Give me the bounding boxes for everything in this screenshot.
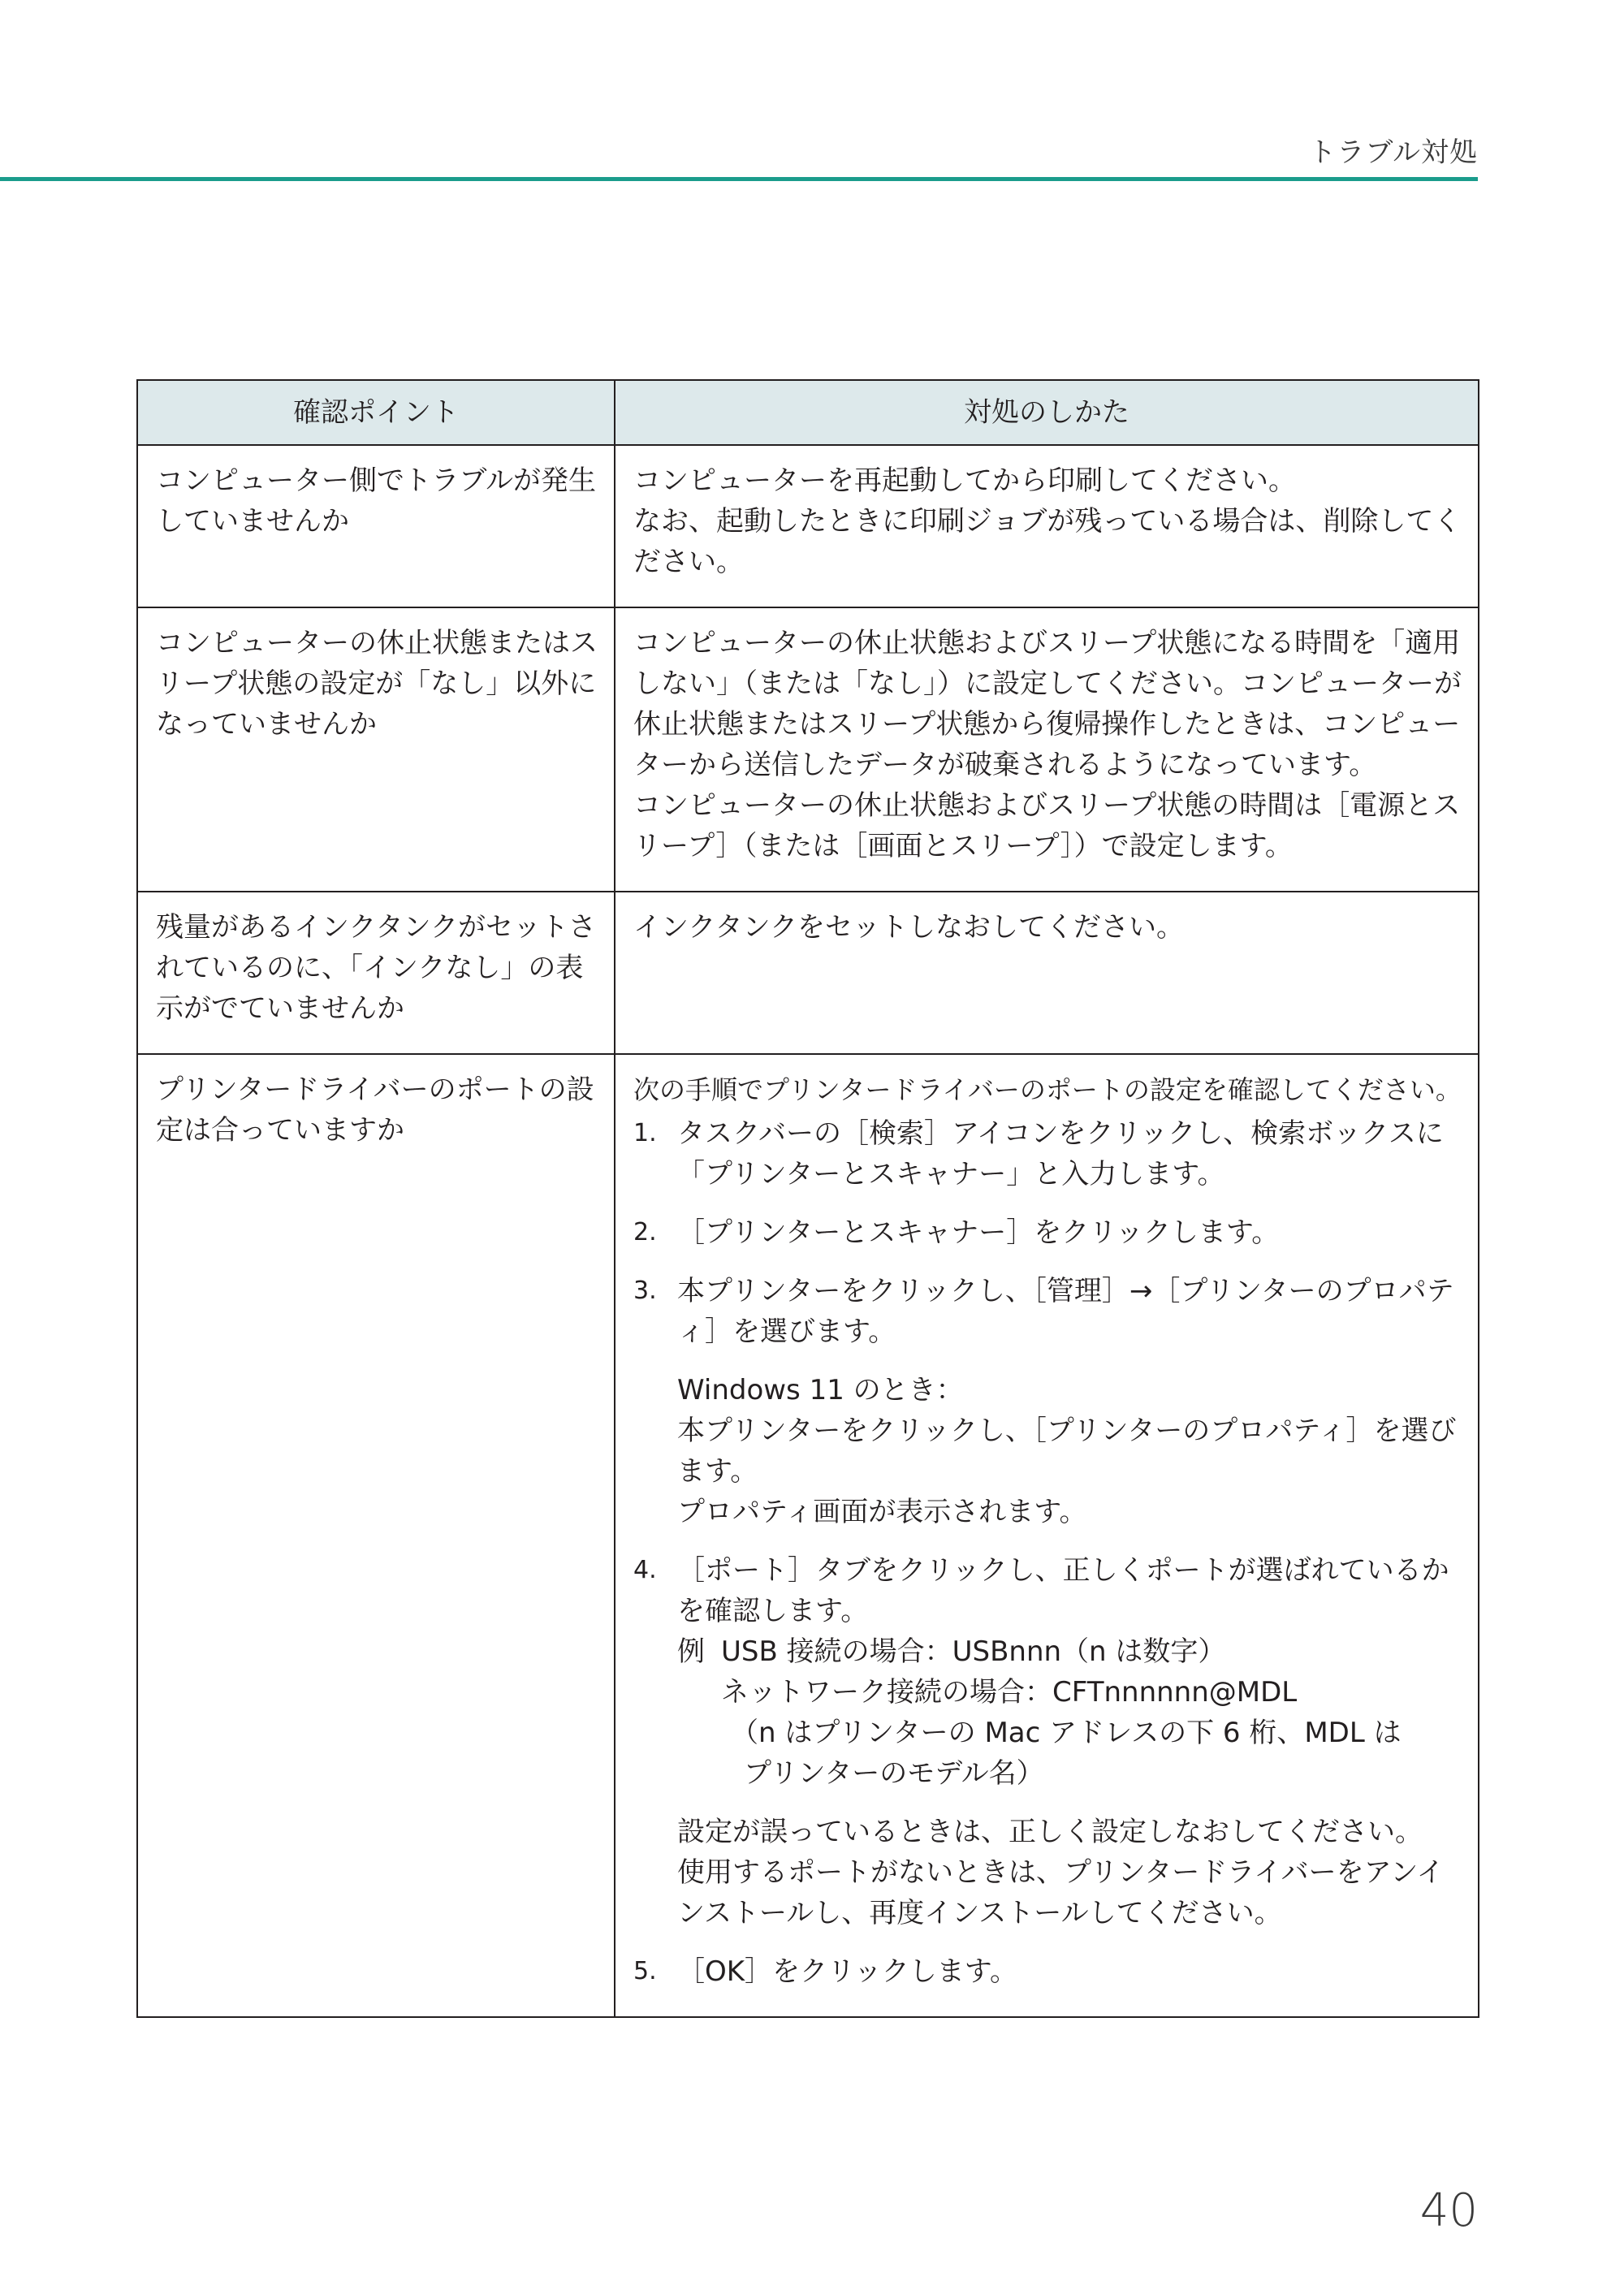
page-number: 40 xyxy=(1419,2184,1478,2237)
solution-text: インクタンクをセットしなおしてください。 xyxy=(633,911,1184,944)
step-text: タスクバーの［検索］アイコンをクリックし、検索ボックスに「プリンターとスキャナー」と入力します。 xyxy=(677,1117,1444,1190)
table-row xyxy=(137,892,1479,1054)
example-line: （n はプリンターの Mac アドレスの下 6 桁、MDL は xyxy=(731,1717,1402,1749)
procedure-step xyxy=(633,1550,1465,1933)
table-header-row xyxy=(137,380,1479,445)
header-rule xyxy=(0,177,1478,181)
procedure-step xyxy=(633,1271,1465,1532)
table-row xyxy=(137,607,1479,892)
step-text: 本プリンターをクリックし、［管理］→［プリンターのプロパティ］を選びます。 xyxy=(677,1275,1454,1348)
step-text: ［プリンターとスキャナー］をクリックします。 xyxy=(677,1216,1280,1249)
solution-cell xyxy=(615,607,1479,892)
solution-text: コンピューターの休止状態およびスリープ状態になる時間を「適用しない」（または「なし」）に設定してください。コンピューターが休止状態またはスリープ状態から復帰操作したときは、コンピューターから送信したデータが破棄されるようになっています。 xyxy=(633,627,1462,781)
example-line: ネットワーク接続の場合：CFTnnnnnn@MDL xyxy=(721,1676,1298,1709)
troubleshooting-table xyxy=(136,379,1479,2018)
note-line: プロパティ画面が表示されます。 xyxy=(677,1496,1087,1528)
windows11-note xyxy=(677,1370,1465,1532)
example-label: 例 xyxy=(677,1635,705,1668)
check-point-cell: 残量があるインクタンクがセットされているのに、「インクなし」の表示がでていませんか xyxy=(137,892,615,1054)
step-text: ［ポート］タブをクリックし、正しくポートが選ばれているかを確認します。 xyxy=(677,1554,1449,1627)
procedure-step xyxy=(633,1113,1465,1195)
check-point-cell: コンピューター側でトラブルが発生していませんか xyxy=(137,445,615,607)
solution-cell xyxy=(615,892,1479,1054)
check-point-cell: プリンタードライバーのポートの設定は合っていますか xyxy=(137,1054,615,2017)
check-point-cell: コンピューターの休止状態またはスリープ状態の設定が「なし」以外になっていませんか xyxy=(137,607,615,892)
step-number: 1. xyxy=(633,1119,657,1147)
step-number: 4. xyxy=(633,1556,657,1584)
solution-cell xyxy=(615,445,1479,607)
procedure-intro: 次の手順でプリンタードライバーのポートの設定を確認してください。 xyxy=(633,1074,1462,1105)
example-line: USB 接続の場合：USBnnn（n は数字） xyxy=(721,1635,1226,1668)
column-header-check: 確認ポイント xyxy=(137,380,615,445)
step-number: 3. xyxy=(633,1277,657,1305)
note-line: 本プリンターをクリックし、［プリンターのプロパティ］を選びます。 xyxy=(677,1415,1457,1488)
step-text: ［OK］をクリックします。 xyxy=(677,1955,1017,1988)
solution-text: なお、起動したときに印刷ジョブが残っている場合は、削除してください。 xyxy=(633,505,1462,578)
port-example xyxy=(677,1631,1465,1794)
port-note xyxy=(677,1812,1465,1933)
table-row xyxy=(137,445,1479,607)
solution-text: コンピューターを再起動してから印刷してください。 xyxy=(633,464,1296,497)
running-header-title: トラブル対処 xyxy=(1308,136,1478,169)
note-line: Windows 11 のとき： xyxy=(677,1374,964,1406)
solution-cell xyxy=(615,1054,1479,2017)
step-number: 2. xyxy=(633,1218,657,1246)
column-header-fix: 対処のしかた xyxy=(615,380,1479,445)
note-line: 使用するポートがないときは、プリンタードライバーをアンインストールし、再度インストールしてください。 xyxy=(677,1856,1445,1929)
procedure-steps xyxy=(633,1113,1465,1992)
table-row xyxy=(137,1054,1479,2017)
note-line: 設定が誤っているときは、正しく設定しなおしてください。 xyxy=(677,1816,1423,1848)
solution-text: コンピューターの休止状態およびスリープ状態の時間は［電源とスリープ］（または［画面とスリープ］）で設定します。 xyxy=(633,789,1461,862)
example-line: プリンターのモデル名） xyxy=(744,1757,1044,1790)
step-number: 5. xyxy=(633,1957,657,1985)
procedure-step xyxy=(633,1212,1465,1253)
procedure-step xyxy=(633,1951,1465,1992)
